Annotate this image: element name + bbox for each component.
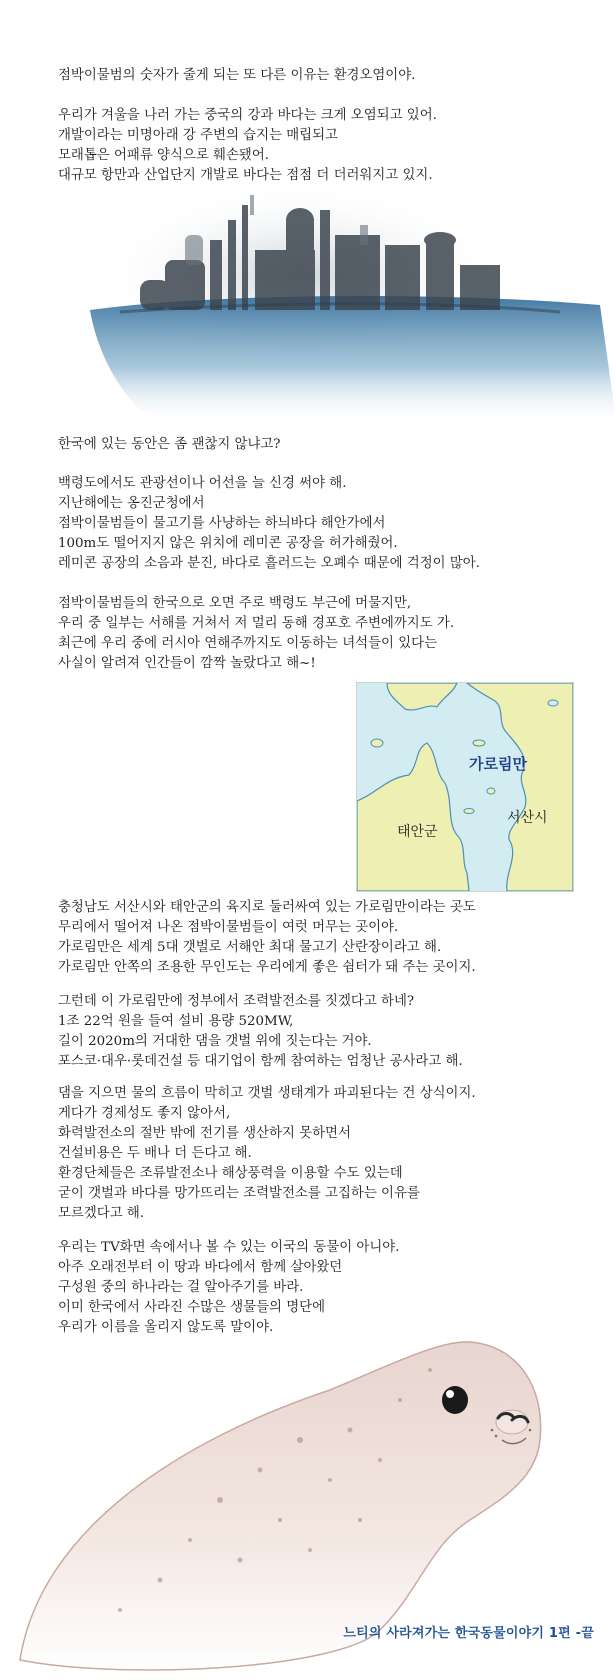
text-line: 레미콘 공장의 소음과 분진, 바다로 흘러드는 오폐수 때문에 걱정이 많아.: [58, 556, 480, 571]
text-line: 굳이 갯벌과 바다를 망가뜨리는 조력발전소를 고집하는 이유를: [58, 1186, 420, 1201]
text-line: 모래톱은 어패류 양식으로 훼손됐어.: [58, 148, 270, 163]
text-line: 백령도에서도 관광선이나 어선을 늘 신경 써야 해.: [58, 476, 347, 491]
text-line: 화력발전소의 절반 밖에 전기를 생산하지 못하면서: [58, 1126, 351, 1141]
garorim-bay-map: [356, 682, 574, 892]
text-line: 1조 22억 원을 들여 설비 용량 520MW,: [58, 1014, 294, 1029]
paragraph-china-pollution: [58, 106, 578, 186]
text-line: 길이 2020m의 거대한 댐을 갯벌 위에 짓는다는 거야.: [58, 1034, 372, 1049]
map-label-seosan: 서산시: [507, 810, 548, 826]
text-line: 포스코·대우·롯데건설 등 대기업이 함께 참여하는 엄청난 공사라고 해.: [58, 1054, 463, 1069]
text-line: 대규모 항만과 산업단지 개발로 바다는 점점 더 더러워지고 있지.: [58, 168, 433, 183]
text-line: 그런데 이 가로림만에 정부에서 조력발전소를 짓겠다고 하네?: [58, 994, 415, 1009]
text-line: 점박이물범들이 물고기를 사냥하는 하늬바다 해안가에서: [58, 516, 386, 531]
paragraph-closing: [58, 1238, 578, 1338]
text-line: 우리 중 일부는 서해를 거쳐서 저 멀리 동해 경포호 주변에까지도 가.: [58, 616, 455, 631]
text-line: 충청남도 서산시와 태안군의 육지로 둘러싸여 있는 가로림만이라는 곳도: [58, 900, 476, 915]
text-line: 구성원 중의 하나라는 걸 알아주기를 바라.: [58, 1280, 304, 1295]
text-line: 점박이물범의 숫자가 줄게 되는 또 다른 이유는 환경오염이야.: [58, 68, 416, 83]
text-line: 우리가 이름을 올리지 않도록 말이야.: [58, 1320, 274, 1335]
paragraph-baengnyeong: [58, 474, 578, 574]
map-label-taean: 태안군: [397, 824, 438, 840]
text-line: 무리에서 떨어져 나온 점박이물범들이 여럿 머무는 곳이야.: [58, 920, 399, 935]
text-line: 가로림만 안쪽의 조용한 무인도는 우리에게 좋은 쉼터가 돼 주는 곳이지.: [58, 960, 476, 975]
paragraph-migration: [58, 594, 578, 674]
text-line: 댐을 지으면 물의 흐름이 막히고 갯벌 생태계가 파괴된다는 건 상식이지.: [58, 1086, 476, 1101]
text-line: 가로림만은 세계 5대 갯벌로 서해안 최대 물고기 산란장이라고 해.: [58, 940, 442, 955]
series-caption: 느티의 사라져가는 한국동물이야기 1편 -끝: [343, 1626, 594, 1641]
industrial-harbor-illustration: [0, 180, 616, 440]
text-line: 환경단체들은 조류발전소나 해상풍력을 이용할 수도 있는데: [58, 1166, 403, 1181]
text-line: 점박이물범들의 한국으로 오면 주로 백령도 부근에 머물지만,: [58, 596, 412, 611]
map-label-garorim-bay: 가로림만: [469, 755, 527, 773]
text-line: 건설비용은 두 배나 더 든다고 해.: [58, 1146, 252, 1161]
paragraph-intro: [58, 66, 578, 86]
paragraph-dam-impact: [58, 1084, 578, 1224]
text-line: 이미 한국에서 사라진 수많은 생물들의 명단에: [58, 1300, 326, 1315]
text-line: 한국에 있는 동안은 좀 괜찮지 않냐고?: [58, 437, 281, 452]
text-line: 우리는 TV화면 속에서나 볼 수 있는 이국의 동물이 아니야.: [58, 1240, 400, 1255]
text-line: 사실이 알려져 인간들이 깜짝 놀랐다고 해~!: [58, 656, 316, 671]
map-graphic: [357, 683, 573, 891]
text-line: 모르겠다고 해.: [58, 1206, 145, 1221]
text-line: 개발이라는 미명아래 강 주변의 습지는 매립되고: [58, 128, 338, 143]
seal-eye-icon: [442, 1386, 468, 1414]
text-line: 최근에 우리 중에 러시아 연해주까지도 이동하는 녀석들이 있다는: [58, 636, 438, 651]
paragraph-tidal-plant: [58, 992, 578, 1072]
paragraph-garorim: [58, 898, 578, 978]
text-line: 지난해에는 옹진군청에서: [58, 496, 205, 511]
text-line: 아주 오래전부터 이 땅과 바다에서 함께 살아왔던: [58, 1260, 343, 1275]
text-line: 100m도 떨어지지 않은 위치에 레미콘 공장을 허가해줬어.: [58, 536, 398, 551]
text-line: 게다가 경제성도 좋지 않아서,: [58, 1106, 231, 1121]
text-line: 우리가 겨울을 나러 가는 중국의 강과 바다는 크게 오염되고 있어.: [58, 108, 437, 123]
